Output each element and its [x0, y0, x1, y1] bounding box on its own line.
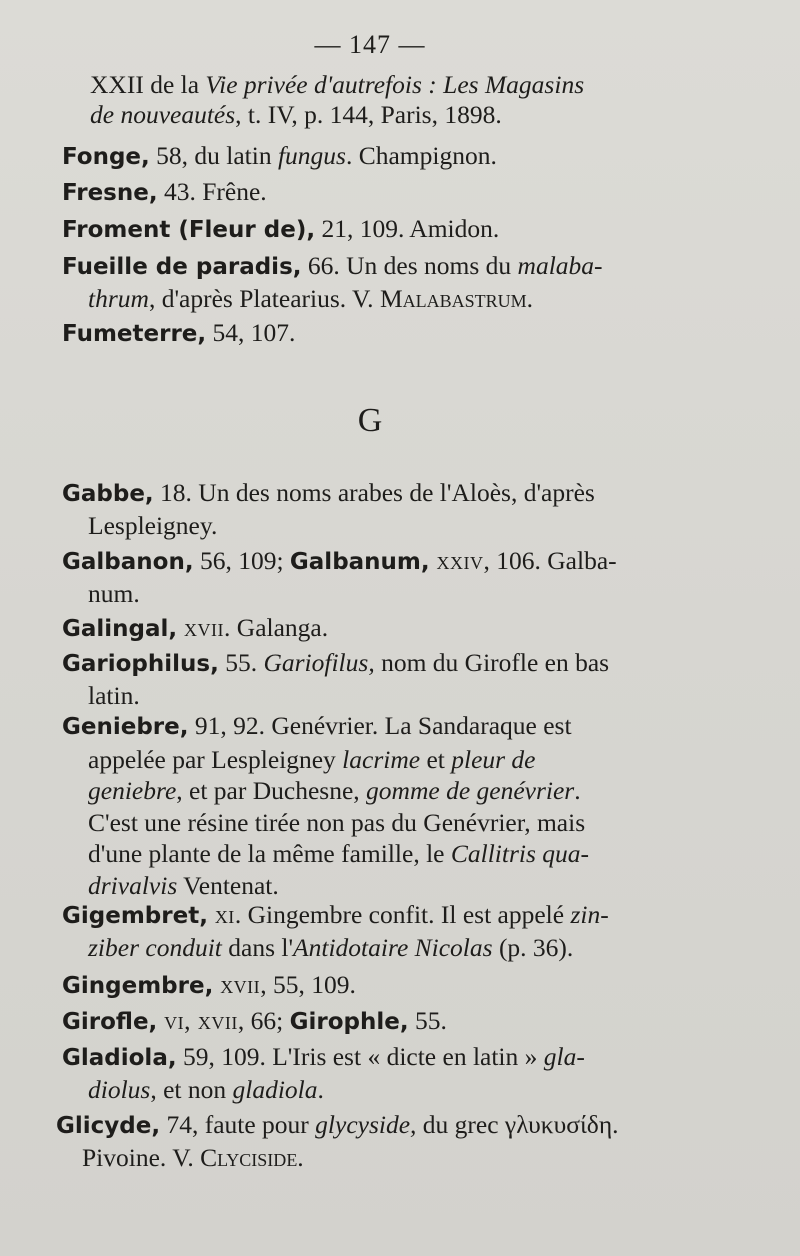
headword-2: Girophle, [289, 1009, 409, 1035]
entry-gladiola: Gladiola, 59, 109. L'Iris est « dicte en latin » gla- diolus, et non gladiola. [62, 1042, 585, 1104]
entry-gabbe: Gabbe, 18. Un des noms arabes de l'Aloès, d'après Lespleigney. [62, 478, 595, 540]
headword: Froment (Fleur de), [62, 217, 316, 243]
entry-glicyde: Glicyde, 74, faute pour glycyside, du grec γλυκυσίδη. Pivoine. V. Clyciside. [56, 1110, 619, 1172]
headword: Gabbe, [62, 481, 154, 507]
entry-galingal: Galingal, xvii. Galanga. [62, 613, 329, 642]
headword: Gingembre, [62, 973, 214, 999]
entry-fresne: Fresne, 43. Frêne. [62, 177, 267, 206]
entry-fumeterre: Fumeterre, 54, 107. [62, 318, 296, 347]
headword: Galingal, [62, 616, 178, 642]
headword: Girofle, [62, 1009, 158, 1035]
entry-gigembret: Gigembret, xi. Gingembre confit. Il est appelé zin- ziber conduit dans l'Antidotaire Nicolas (p. 36). [62, 900, 609, 962]
headword: Fresne, [62, 180, 158, 206]
headword: Glicyde, [56, 1113, 161, 1139]
headword: Gigembret, [62, 903, 208, 929]
headword: Fueille de paradis, [62, 254, 302, 280]
entry-continuation: XXII de la Vie privée d'autrefois : Les Magasins [90, 70, 585, 99]
headword: Gariophilus, [62, 651, 219, 677]
headword: Fumeterre, [62, 321, 207, 347]
entry-gariophilus: Gariophilus, 55. Gariofilus, nom du Girofle en bas latin. [62, 648, 610, 710]
headword-2: Galbanum, [289, 549, 430, 575]
headword: Gladiola, [62, 1045, 177, 1071]
entry-fueille-de-paradis: Fueille de paradis, 66. Un des noms du malaba- thrum, d'après Platearius. V. Malabastrum. [62, 251, 603, 313]
page-number: — 147 — [314, 30, 426, 59]
entry-girofle: Girofle, vi, xvii, 66; Girophle, 55. [62, 1006, 447, 1035]
entry-froment: Froment (Fleur de), 21, 109. Amidon. [62, 214, 500, 243]
entry-geniebre: Geniebre, 91, 92. Genévrier. La Sandaraque est appelée par Lespleigney lacrime et pleur de geniebre, et par Duchesne, gomme de genévrier. C'est une résine tirée non pas du Genévrier, mais d'une plante de la même famille, le Callitris qua- drivalvis Ventenat. [62, 711, 590, 900]
entry-fonge: Fonge, 58, du latin fungus. Champignon. [62, 141, 497, 170]
headword: Geniebre, [62, 714, 189, 740]
section-letter: G [357, 402, 383, 439]
entry-continuation-line2: de nouveautés, t. IV, p. 144, Paris, 1898. [90, 100, 502, 129]
entry-galbanon: Galbanon, 56, 109; Galbanum, xxiv, 106. Galba- num. [62, 546, 617, 608]
headword: Fonge, [62, 144, 150, 170]
headword: Galbanon, [62, 549, 194, 575]
entry-gingembre: Gingembre, xvii, 55, 109. [62, 970, 356, 999]
